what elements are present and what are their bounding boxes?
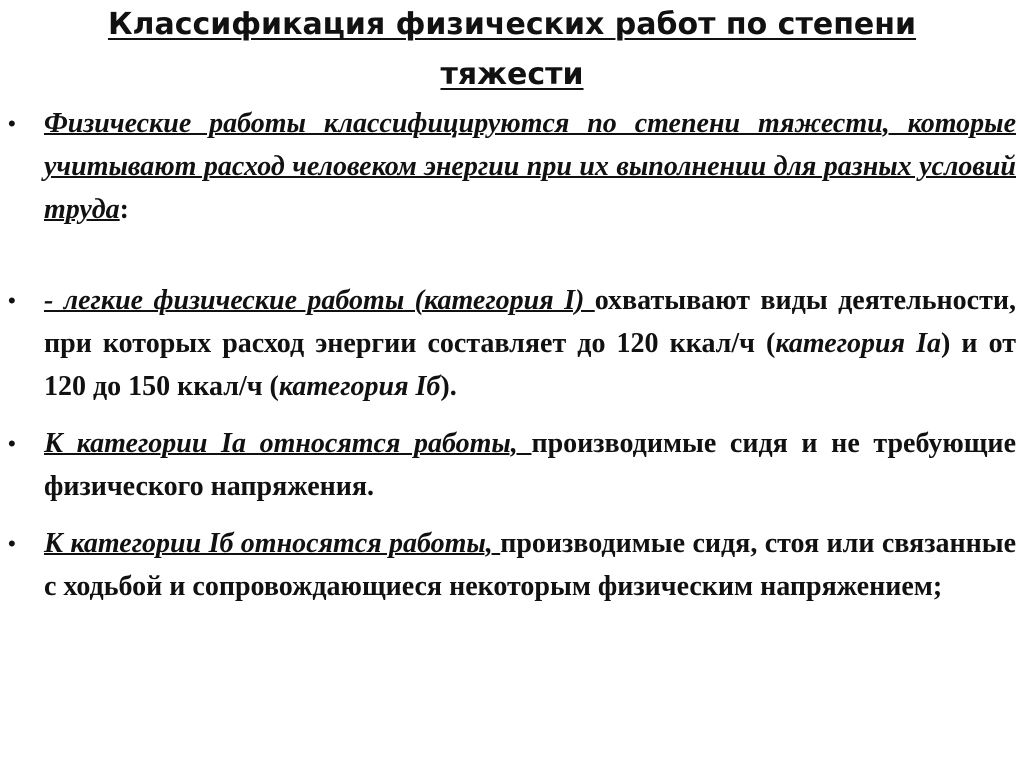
bullet-item-classification — [8, 102, 1016, 231]
slide-title: Классификация физических работ по степени тяжести — [107, 7, 917, 92]
bullet-emphasis: - легкие физические работы (категория I) — [44, 285, 595, 316]
bullet-list — [0, 102, 1024, 608]
bullet-text: : — [119, 194, 129, 225]
bullet-text: ). — [440, 371, 457, 402]
bullet-text: ) и от 120 до 150 ккал/ч ( — [44, 328, 1017, 402]
bullet-emphasis: Физические работы классифицируются по степени тяжести, которые учитывают расход человеком энергии при их выполнении для разных условий труда — [44, 108, 1016, 225]
bullet-text: охватывают виды деятельности, при которых расход энергии составляет до 120 ккал/ч ( — [44, 285, 1016, 359]
bullet-text: производимые сидя, стоя или связанные с ходьбой и сопровождающиеся некоторым физическим напряжением; — [44, 528, 1017, 602]
bullet-marker: • — [8, 531, 16, 556]
category-ia-label: категория Iа — [775, 328, 942, 359]
bullet-item-category-ia — [8, 422, 1016, 508]
bullet-marker: • — [8, 111, 16, 136]
bullet-marker: • — [8, 288, 16, 313]
bullet-emphasis: К категории Iб относятся работы, — [44, 528, 501, 559]
bullet-item-category-ib — [8, 522, 1017, 608]
bullet-emphasis: К категории Iа относятся работы, — [44, 428, 532, 459]
bullet-text: производимые сидя и не требующие физического напряжения. — [44, 428, 1016, 502]
category-ib-label: категория Iб — [278, 371, 441, 402]
bullet-item-light-work — [8, 279, 1017, 408]
bullet-marker: • — [8, 431, 16, 456]
